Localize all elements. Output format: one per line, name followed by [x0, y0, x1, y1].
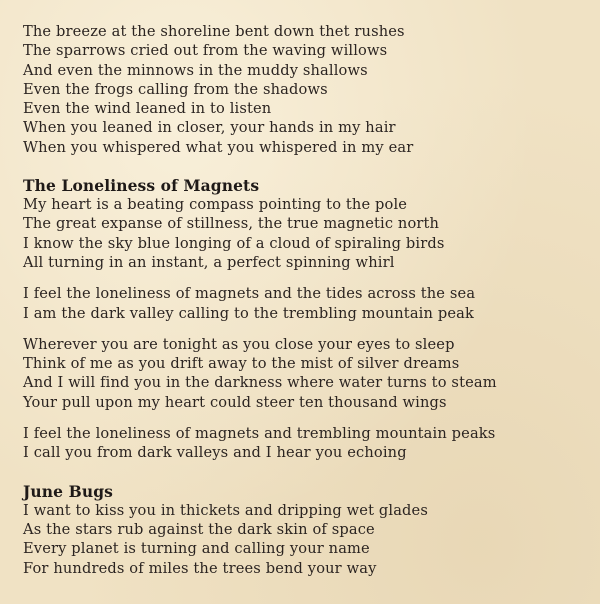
- lyric-line: Think of me as you drift away to the mist of silver dreams: [23, 355, 460, 373]
- lyric-line: And I will find you in the darkness where water turns to steam: [23, 374, 497, 392]
- stanza: [23, 284, 583, 323]
- lyric-line: My heart is a beating compass pointing to the pole: [23, 196, 408, 214]
- lyric-line: I want to kiss you in thickets and dripping wet glades: [23, 501, 428, 519]
- lyrics-page: [23, 22, 583, 578]
- lyric-line: I am the dark valley calling to the trembling mountain peak: [23, 304, 474, 322]
- song-title: The Loneliness of Magnets: [23, 176, 260, 196]
- lyric-line: The sparrows cried out from the waving willows: [23, 42, 388, 60]
- lyric-line: As the stars rub against the dark skin of space: [23, 520, 375, 538]
- lyric-line: Even the frogs calling from the shadows: [23, 80, 328, 98]
- lyric-line: All turning in an instant, a perfect spinning whirl: [23, 253, 395, 271]
- song-title: June Bugs: [23, 481, 113, 501]
- lyric-line: When you whispered what you whispered in my ear: [23, 138, 414, 156]
- lyric-line: When you leaned in closer, your hands in my hair: [23, 119, 396, 137]
- lyric-line: I know the sky blue longing of a cloud of spiraling birds: [23, 234, 445, 252]
- lyric-line: I feel the loneliness of magnets and trembling mountain peaks: [23, 425, 496, 443]
- lyric-line: And even the minnows in the muddy shallows: [23, 61, 368, 79]
- intro-stanza: [23, 22, 583, 157]
- lyric-line: Even the wind leaned in to listen: [23, 100, 272, 118]
- song-loneliness-of-magnets: [23, 176, 583, 463]
- lyric-line: Your pull upon my heart could steer ten thousand wings: [23, 393, 447, 411]
- lyric-line: I call you from dark valleys and I hear you echoing: [23, 444, 407, 462]
- lyric-line: Wherever you are tonight as you close your eyes to sleep: [23, 335, 455, 353]
- stanza: [23, 424, 583, 463]
- stanza: [23, 335, 583, 412]
- lyric-line: The breeze at the shoreline bent down thet rushes: [23, 23, 405, 40]
- lyric-line: Every planet is turning and calling your name: [23, 540, 370, 558]
- stanza: [23, 195, 583, 272]
- song-june-bugs: [23, 482, 583, 578]
- lyric-line: The great expanse of stillness, the true magnetic north: [23, 215, 440, 233]
- lyric-line: For hundreds of miles the trees bend your way: [23, 559, 377, 577]
- lyric-line: I feel the loneliness of magnets and the tides across the sea: [23, 285, 476, 303]
